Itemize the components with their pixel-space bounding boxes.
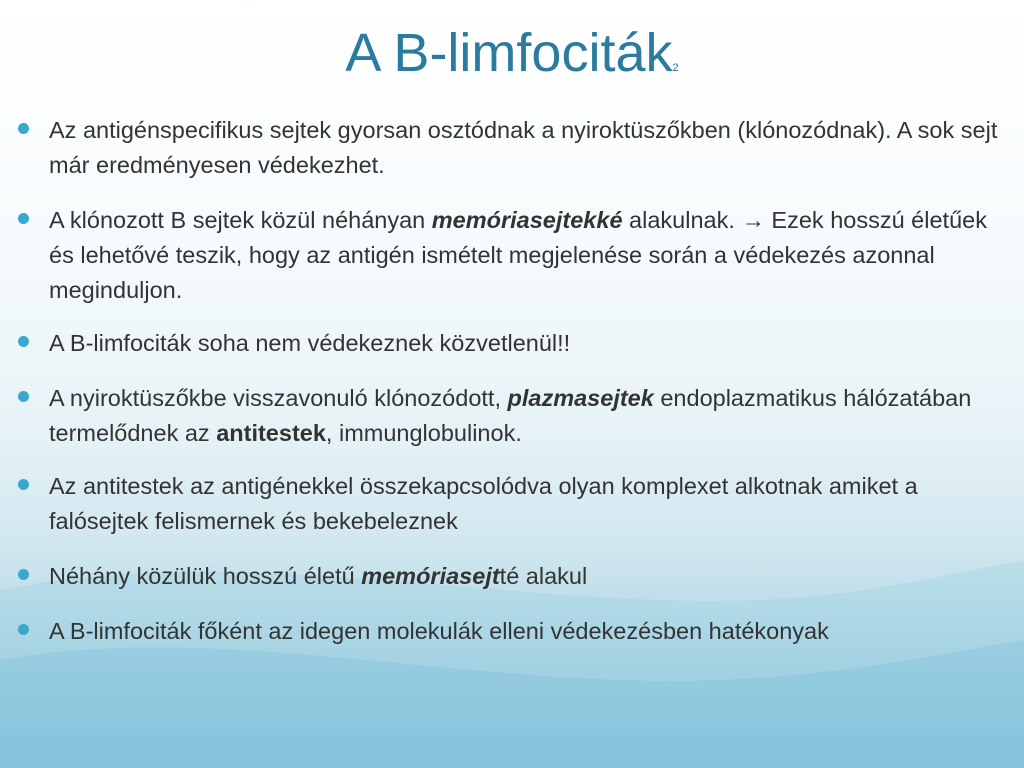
bullet-dot-icon [18,479,29,490]
bullet-text: A nyiroktüszőkbe visszavonuló klónozódott, [49,385,508,411]
bullet-item [18,381,1014,451]
bullet-emphasis: memóriasejtekké [431,207,623,233]
bullet-dot-icon [18,336,29,347]
bullet-list [18,113,1014,649]
slide-title-text: A B-limfociták [345,23,673,83]
slide-title-subscript: 2 [672,62,679,74]
bullet-strong: antitestek [216,420,326,446]
bullet-item [18,326,1014,361]
bullet-dot-icon [18,123,29,134]
bullet-item [18,469,1014,539]
bullet-item [18,559,1014,594]
bullet-text: Az antigénspecifikus sejtek gyorsan osztódnak a nyiroktüszőkben (klónozódnak). A sok sejt már eredményesen védekezhet. [49,117,998,178]
bullet-item [18,113,1014,183]
bullet-text: A B-limfociták soha nem védekeznek közvetlenül!! [49,330,571,356]
bullet-text: endoplazmatikus hálózatában termelődnek az [49,385,972,446]
bullet-text: Néhány közülük hosszú életű [49,563,362,589]
bullet-text: alakulnak. → Ezek hosszú életűek és lehetővé teszik, hogy az antigén ismételt megjelenése során a védekezés azonnal meginduljon. [49,207,987,303]
bullet-emphasis: memóriasejt [361,563,500,589]
bullet-text: A B-limfociták főként az idegen molekulák elleni védekezésben hatékonyak [49,618,829,644]
bullet-dot-icon [18,213,29,224]
slide-title [0,18,1024,103]
bullet-text: A klónozott B sejtek közül néhányan [49,207,432,233]
bullet-text: , immunglobulinok. [325,420,522,446]
bullet-item [18,614,1014,649]
bullet-dot-icon [18,624,29,635]
bullet-emphasis: plazmasejtek [507,385,654,411]
bullet-dot-icon [18,569,29,580]
bullet-text: Az antitestek az antigénekkel összekapcsolódva olyan komplexet alkotnak amiket a falósejtek felismernek és bekebeleznek [49,473,918,534]
bullet-text: té alakul [499,563,588,589]
bullet-item [18,203,1014,308]
bullet-dot-icon [18,391,29,402]
